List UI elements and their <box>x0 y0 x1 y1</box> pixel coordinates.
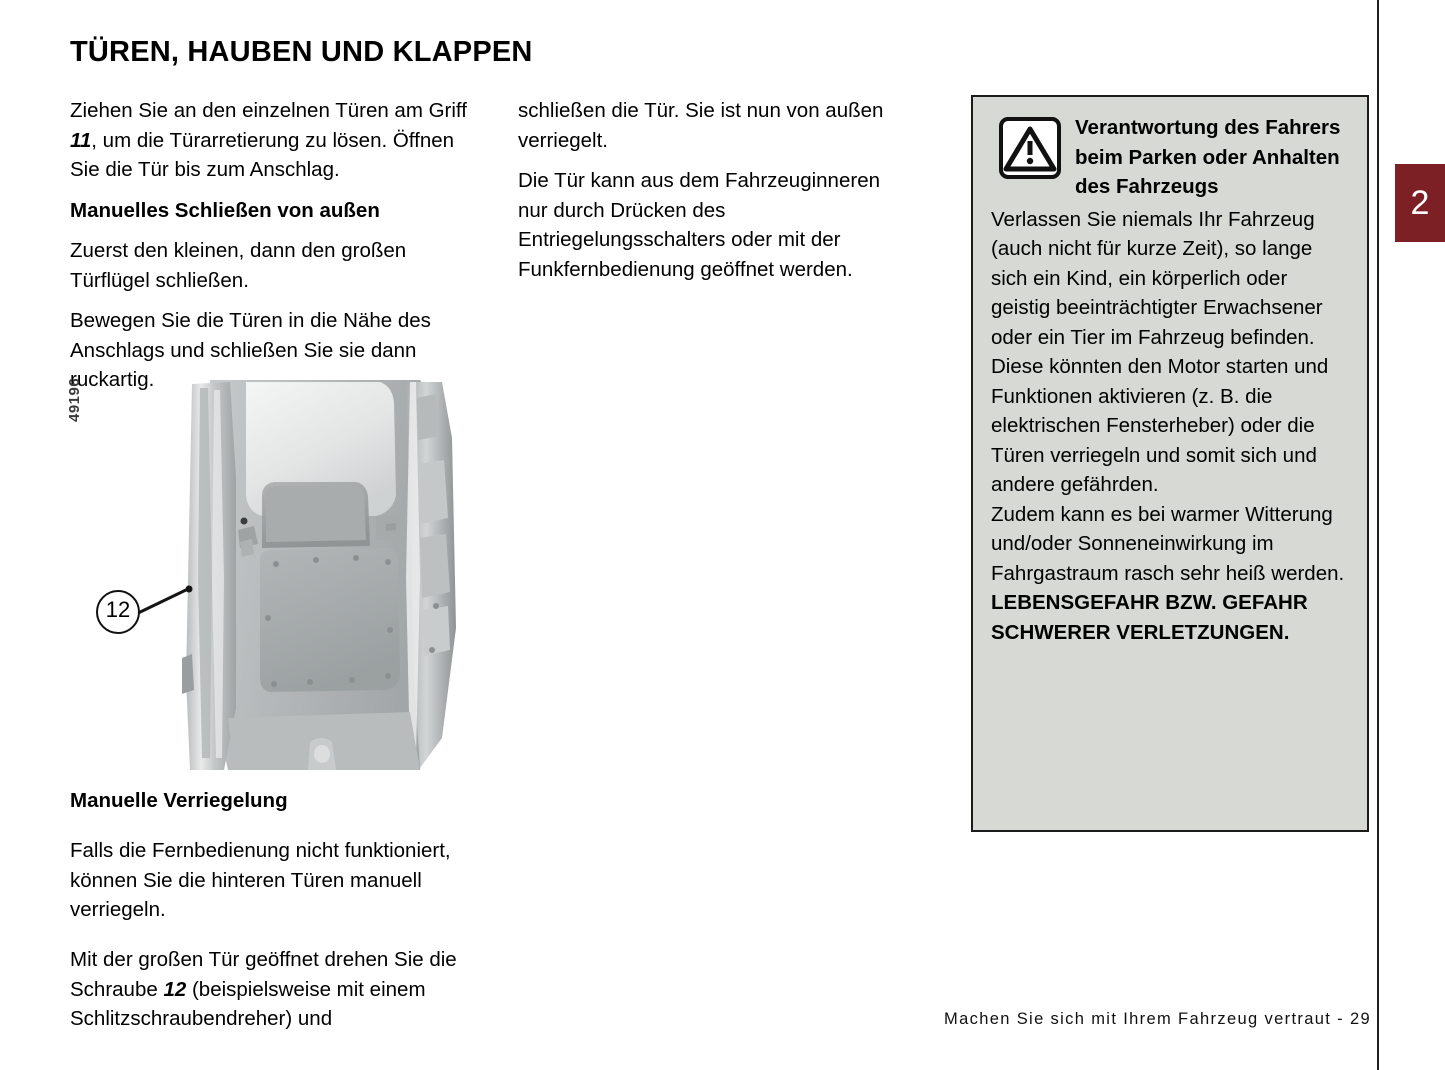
warning-title: Verantwortung des Fahrers beim Parken oder Anhalten des Fahrzeugs <box>1075 116 1341 198</box>
page-title: TÜREN, HAUBEN UND KLAPPEN <box>70 36 533 68</box>
turn-screw-text-b: (beispielsweise mit einem Schlitzschraubendreher) und <box>70 977 426 1030</box>
subheading-manual-locking: Manuelle Verriegelung <box>70 789 288 812</box>
callout-marker-12: 12 <box>96 590 140 634</box>
paragraph-locked-outside: schließen die Tür. Sie ist nun von außen verriegelt. <box>518 99 884 152</box>
warning-paragraph-1: Verlassen Sie niemals Ihr Fahrzeug (auch nicht für kurze Zeit), so lange sich ein Kind, ein körperlich oder geistig beeinträchtigter Erwachsener oder ein Tier im Fahrzeug befinden. <box>991 207 1323 349</box>
part-reference-11: 11 <box>70 128 92 152</box>
paragraph-close-firmly: Bewegen Sie die Türen in die Nähe des Anschlags und schließen Sie sie dann ruckartig. <box>70 309 431 391</box>
chapter-tab-number: 2 <box>1410 184 1430 222</box>
paragraph-close-order: Zuerst den kleinen, dann den großen Türflügel schließen. <box>70 239 407 292</box>
page-footer: Machen Sie sich mit Ihrem Fahrzeug vertraut - 29 <box>943 1010 1371 1028</box>
warning-body <box>991 204 1349 648</box>
paragraph-remote-failure: Falls die Fernbedienung nicht funktioniert, können Sie die hinteren Türen manuell verriegeln. <box>70 839 451 921</box>
warning-paragraph-caps: LEBENSGEFAHR BZW. GEFAHR SCHWERER VERLETZUNGEN. <box>991 591 1308 644</box>
turn-screw-text-a: Mit der großen Tür geöffnet drehen Sie die Schraube <box>70 948 457 1001</box>
chapter-tab[interactable] <box>1395 164 1445 242</box>
warning-header <box>991 113 1349 202</box>
subheading-manual-closing: Manuelles Schließen von außen <box>70 198 380 222</box>
part-reference-12: 12 <box>163 977 187 1001</box>
left-column-text <box>70 96 470 406</box>
rear-door-illustration <box>170 378 470 772</box>
paragraph-door-handle <box>70 96 470 185</box>
paragraph-text-part-a: Ziehen Sie an den einzelnen Türen am Griff <box>70 99 467 122</box>
figure-id-label: 49196 <box>66 377 83 422</box>
paragraph-text-part-b: , um die Türarretierung zu lösen. Öffnen Sie die Tür bis zum Anschlag. <box>70 128 455 181</box>
figure-rear-door-interior <box>66 377 470 774</box>
paragraph-open-from-inside: Die Tür kann aus dem Fahrzeuginneren nur durch Drücken des Entriegelungsschalters oder mit der Funkfernbedienung geöffnet werden. <box>518 169 880 281</box>
page-edge-rule <box>1377 0 1379 1070</box>
warning-triangle-icon <box>999 117 1061 179</box>
middle-column-text <box>518 96 898 295</box>
paragraph-turn-screw <box>70 945 480 1034</box>
callout-leader-line <box>132 585 194 619</box>
warning-paragraph-2: Diese könnten den Motor starten und Funktionen aktivieren (z. B. die elektrischen Fensterheber) oder die Türen verriegeln und somit sich und andere gefährden. <box>991 355 1329 496</box>
warning-box <box>971 95 1369 832</box>
left-column-lower-text <box>70 786 480 1054</box>
warning-paragraph-3: Zudem kann es bei warmer Witterung und/oder Sonneneinwirkung im Fahrgastraum rasch sehr heiß werden. <box>991 502 1345 585</box>
